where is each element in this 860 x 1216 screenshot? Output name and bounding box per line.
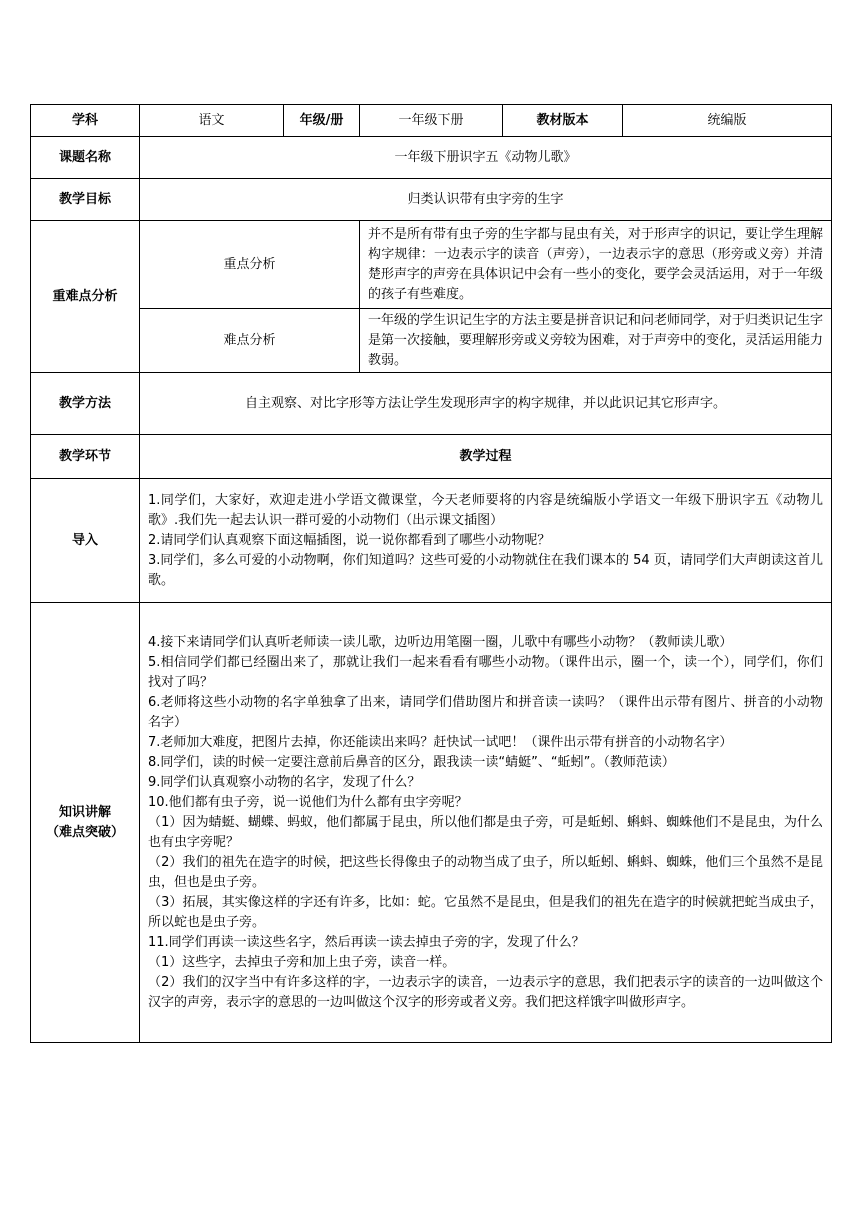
- key-analysis-text: 并不是所有带有虫子旁的生字都与昆虫有关，对于形声字的识记，要让学生理解构字规律：一边表示字的读音（声旁），一边表示字的意思（形旁或义旁）并清楚形声字的声旁在具体识记中会有一些小的变化，要学会灵活运用，对于一年级的孩子有些难度。: [360, 221, 832, 309]
- process-header-row: [31, 435, 832, 479]
- lesson-plan-table: [30, 104, 832, 1043]
- explain-line: 6.老师将这些小动物的名字单独拿了出来，请同学们借助图片和拼音读一读吗？（课件出示带有图片、拼音的小动物名字）: [148, 694, 823, 730]
- explain-label: [31, 603, 140, 1043]
- explain-line: 10.他们都有虫子旁，说一说他们为什么都有虫字旁呢？: [148, 794, 468, 810]
- edition-label: 教材版本: [503, 105, 623, 137]
- explain-line: （3）拓展，其实像这样的字还有许多，比如：蛇。它虽然不是昆虫，但是我们的祖先在造字的时候就把蛇当成虫子，所以蛇也是虫子旁。: [148, 894, 823, 930]
- subject-value: 语文: [140, 105, 284, 137]
- intro-line: 2.请同学们认真观察下面这幅插图，说一说你都看到了哪些小动物呢？: [148, 532, 551, 548]
- explain-line: 4.接下来请同学们认真听老师读一读儿歌，边听边用笔圈一圈，儿歌中有哪些小动物？（教师读儿歌）: [148, 634, 733, 650]
- process-stage-label: 教学环节: [31, 435, 140, 479]
- explain-line: 9.同学们认真观察小动物的名字，发现了什么？: [148, 774, 421, 790]
- process-title: 教学过程: [140, 435, 832, 479]
- explain-row: [31, 603, 832, 1043]
- intro-label: 导入: [31, 479, 140, 603]
- explain-label-line1: 知识讲解: [58, 804, 111, 820]
- explain-line: （2）我们的祖先在造字的时候，把这些长得像虫子的动物当成了虫子，所以蚯蚓、蝌蚪、蜘蛛，他们三个虽然不是昆虫，但也是虫子旁。: [148, 854, 823, 890]
- explain-line: （2）我们的汉字当中有许多这样的字，一边表示字的读音，一边表示字的意思，我们把表示字的读音的一边叫做这个汉字的声旁，表示字的意思的一边叫做这个汉字的形旁或者义旁。我们把这样饿字叫做形声字。: [148, 974, 823, 1010]
- header-row: [31, 105, 832, 137]
- subject-label: 学科: [31, 105, 140, 137]
- grade-value: 一年级下册: [360, 105, 503, 137]
- explain-line: 7.老师加大难度，把图片去掉，你还能读出来吗？赶快试一试吧！（课件出示带有拼音的小动物名字）: [148, 734, 733, 750]
- goal-label: 教学目标: [31, 179, 140, 221]
- hard-analysis-text: 一年级的学生识记生字的方法主要是拼音识记和问老师同学，对于归类识记生字是第一次接触，要理解形旁或义旁较为困难，对于声旁中的变化，灵活运用能力教弱。: [360, 309, 832, 373]
- explain-line: （1）因为蜻蜓、蝴蝶、蚂蚁，他们都属于昆虫，所以他们都是虫子旁，可是蚯蚓、蝌蚪、蜘蛛他们不是昆虫，为什么也有虫字旁呢？: [148, 814, 823, 850]
- edition-value: 统编版: [623, 105, 832, 137]
- grade-label: 年级/册: [284, 105, 360, 137]
- topic-label: 课题名称: [31, 137, 140, 179]
- explain-line: 11.同学们再读一读这些名字，然后再读一读去掉虫子旁的字，发现了什么？: [148, 934, 585, 950]
- key-analysis-row: [31, 221, 832, 309]
- method-label: 教学方法: [31, 373, 140, 435]
- method-value: 自主观察、对比字形等方法让学生发现形声字的构字规律，并以此识记其它形声字。: [140, 373, 832, 435]
- explain-line: 5.相信同学们都已经圈出来了，那就让我们一起来看看有哪些小动物。（课件出示，圈一个，读一个），同学们，你们找对了吗？: [148, 654, 823, 690]
- goal-value: 归类认识带有虫字旁的生字: [140, 179, 832, 221]
- topic-row: [31, 137, 832, 179]
- analysis-label: 重难点分析: [31, 221, 140, 373]
- intro-line: 3.同学们，多么可爱的小动物啊，你们知道吗？这些可爱的小动物就住在我们课本的 54 页，请同学们大声朗读这首儿歌。: [148, 552, 823, 588]
- method-row: [31, 373, 832, 435]
- explain-content: [140, 603, 832, 1043]
- explain-line: 8.同学们，读的时候一定要注意前后鼻音的区分，跟我读一读“蜻蜓”、“蚯蚓”。（教师范读）: [148, 754, 675, 770]
- hard-analysis-row: [31, 309, 832, 373]
- key-analysis-label: 重点分析: [140, 221, 360, 309]
- hard-analysis-label: 难点分析: [140, 309, 360, 373]
- intro-content: [140, 479, 832, 603]
- explain-line: （1）这些字，去掉虫子旁和加上虫子旁，读音一样。: [148, 954, 456, 970]
- intro-row: [31, 479, 832, 603]
- topic-value: 一年级下册识字五《动物儿歌》: [140, 137, 832, 179]
- intro-line: 1.同学们，大家好，欢迎走进小学语文微课堂，今天老师要将的内容是统编版小学语文一年级下册识字五《动物儿歌》.我们先一起去认识一群可爱的小动物们（出示课文插图）: [148, 492, 823, 528]
- goal-row: [31, 179, 832, 221]
- explain-label-line2: （难点突破）: [45, 824, 124, 840]
